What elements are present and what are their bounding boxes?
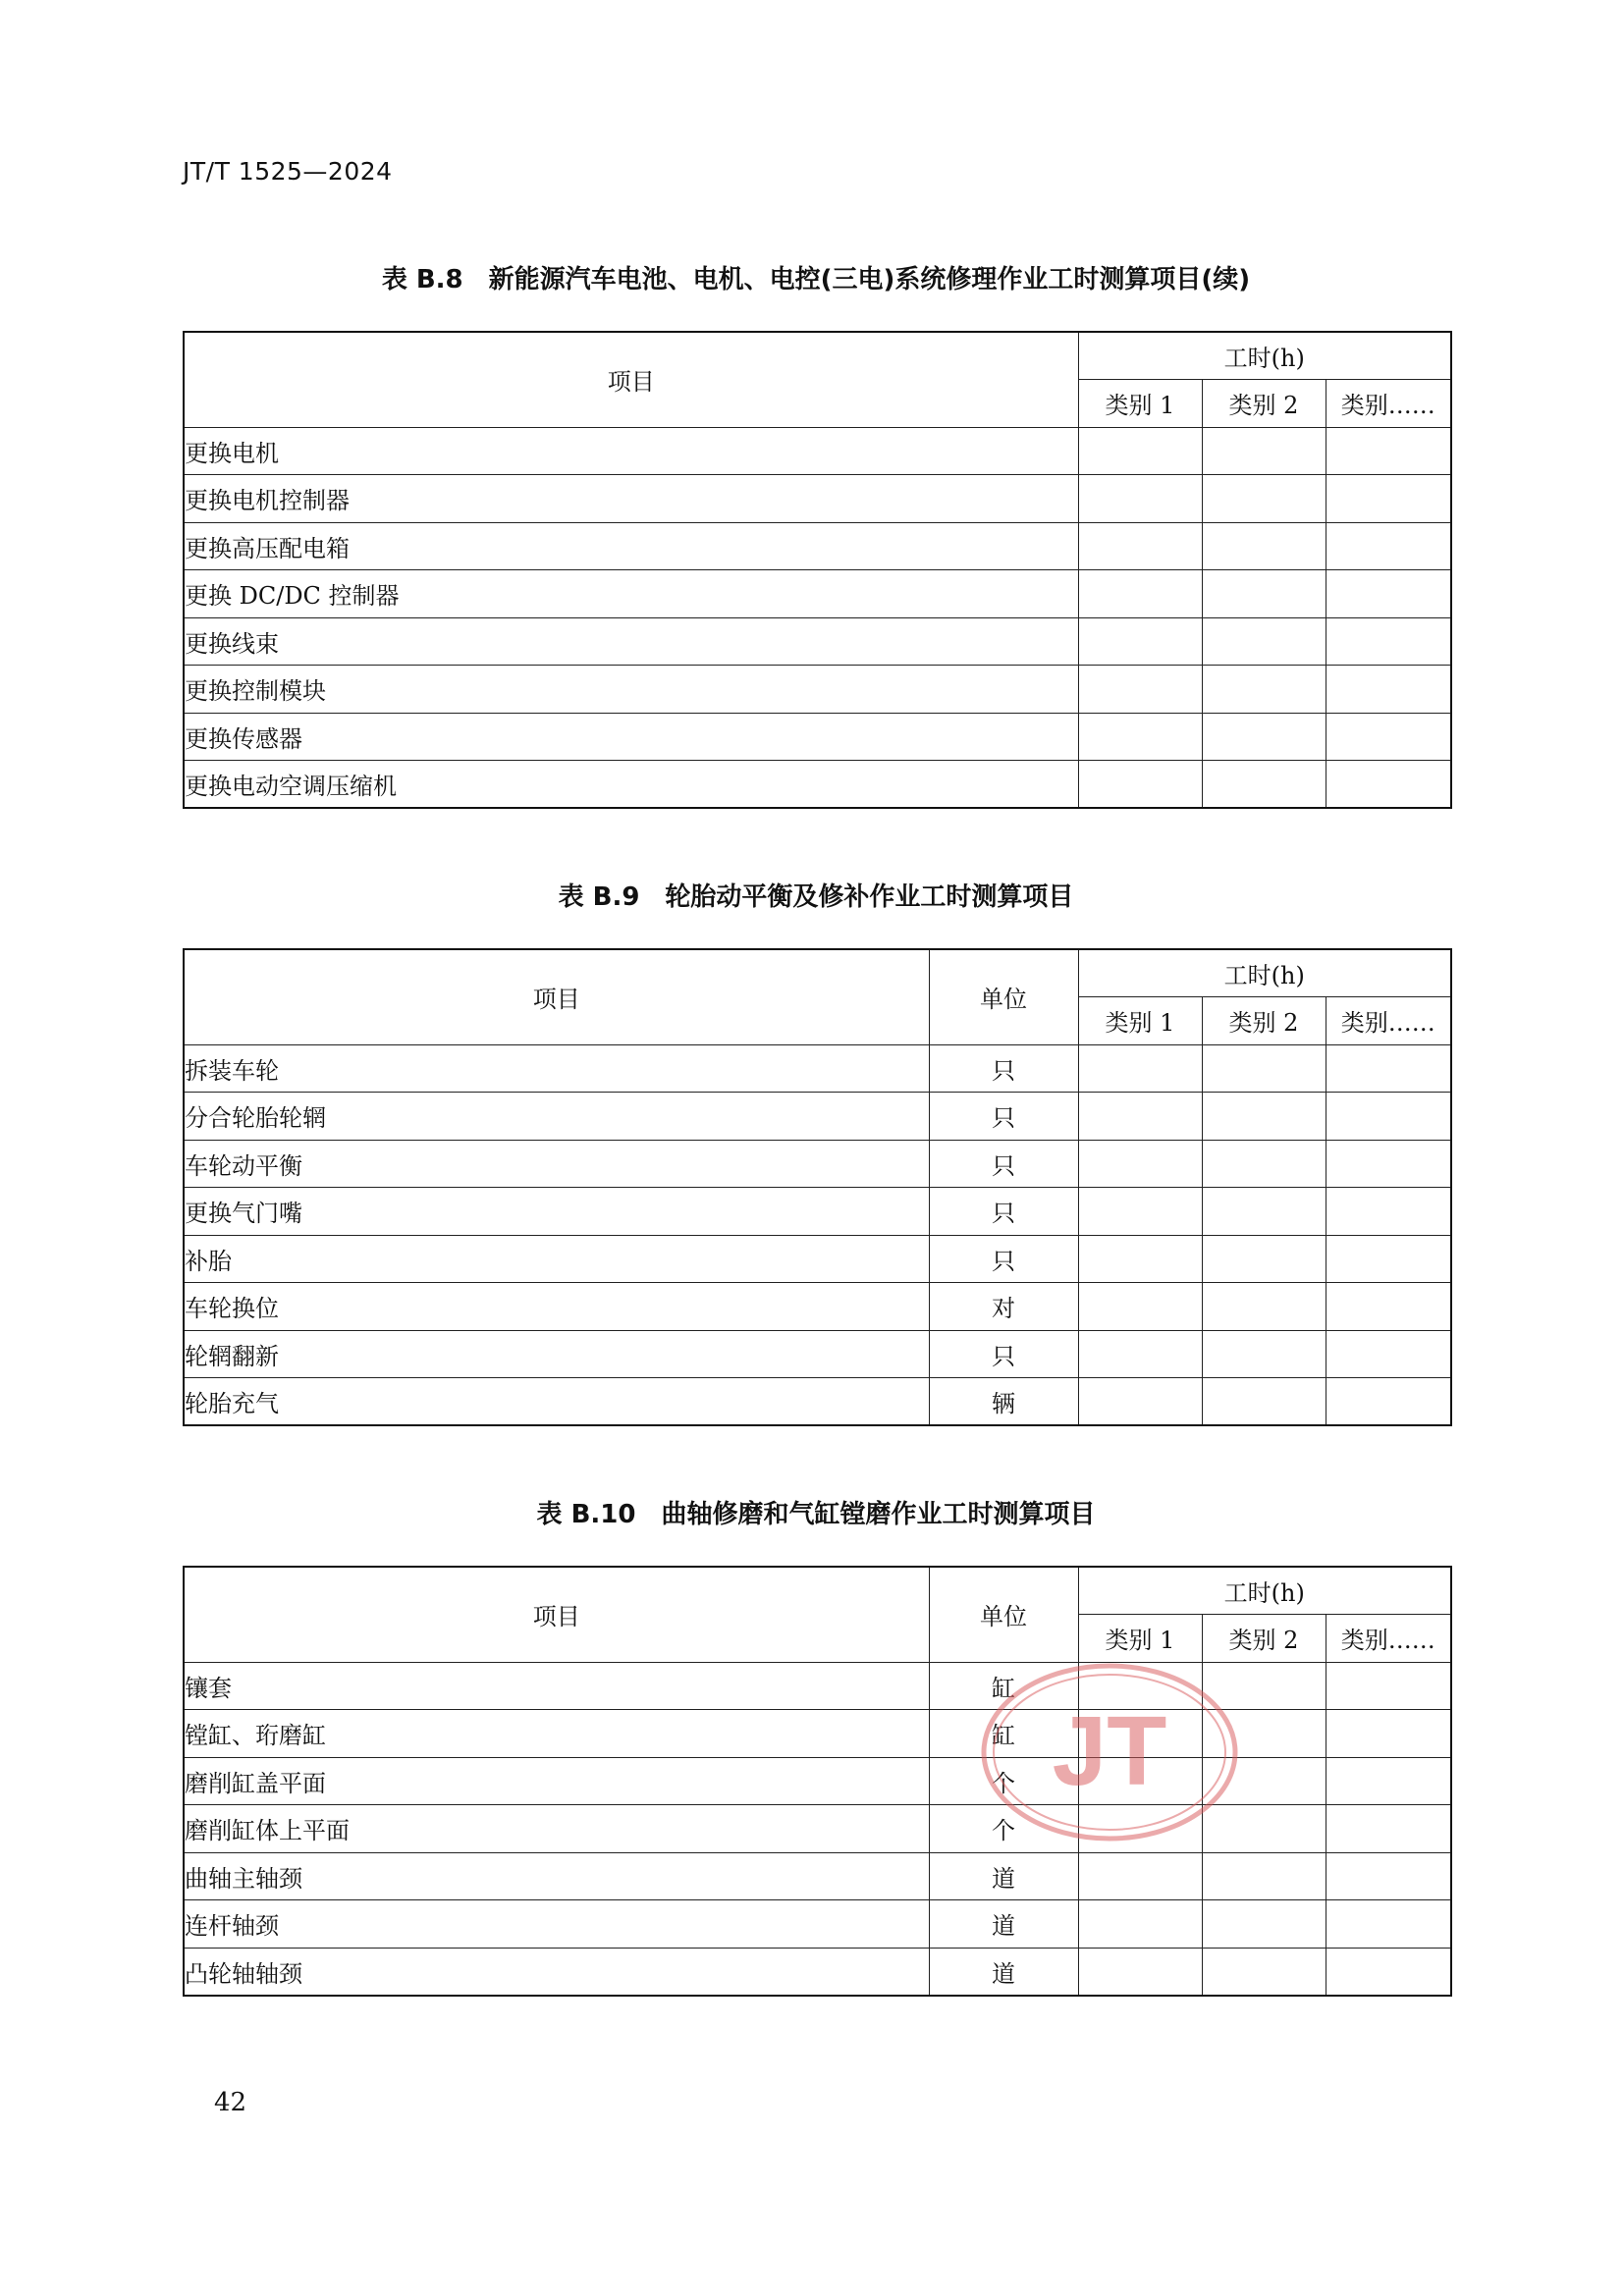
table-row bbox=[184, 1948, 1451, 1996]
col-item-header: 项目 bbox=[184, 949, 929, 1044]
col-category-more: 类别…… bbox=[1326, 1615, 1451, 1663]
item-cell: 更换 DC/DC 控制器 bbox=[184, 570, 1078, 618]
unit-cell: 个 bbox=[929, 1805, 1078, 1853]
item-cell: 更换电动空调压缩机 bbox=[184, 761, 1078, 809]
table-b8-caption: 表 B.8 新能源汽车电池、电机、电控(三电)系统修理作业工时测算项目(续) bbox=[381, 265, 1251, 294]
table-row bbox=[184, 1188, 1451, 1236]
unit-cell: 个 bbox=[929, 1757, 1078, 1805]
item-cell: 曲轴主轴颈 bbox=[184, 1852, 929, 1900]
col-category-2: 类别 2 bbox=[1202, 1615, 1326, 1663]
unit-cell: 只 bbox=[929, 1044, 1078, 1093]
item-cell: 更换电机控制器 bbox=[184, 475, 1078, 523]
document-code-header: JT/T 1525—2024 bbox=[183, 157, 393, 186]
stamp-text: JT bbox=[1052, 1696, 1167, 1806]
col-category-1: 类别 1 bbox=[1078, 380, 1202, 428]
item-cell: 镗缸、珩磨缸 bbox=[184, 1710, 929, 1758]
col-category-more: 类别…… bbox=[1326, 380, 1451, 428]
item-cell: 轮胎充气 bbox=[184, 1378, 929, 1426]
table-row bbox=[184, 666, 1451, 714]
table-row bbox=[184, 1757, 1451, 1805]
item-cell: 车轮换位 bbox=[184, 1283, 929, 1331]
unit-cell: 只 bbox=[929, 1188, 1078, 1236]
table-b9-caption: 表 B.9 轮胎动平衡及修补作业工时测算项目 bbox=[558, 882, 1074, 912]
item-cell: 磨削缸体上平面 bbox=[184, 1805, 929, 1853]
table-row bbox=[184, 1900, 1451, 1949]
table-b10 bbox=[183, 1566, 1452, 1997]
table-row bbox=[184, 1140, 1451, 1188]
unit-cell: 缸 bbox=[929, 1710, 1078, 1758]
col-unit-header: 单位 bbox=[929, 1567, 1078, 1662]
col-item-header: 项目 bbox=[184, 332, 1078, 427]
unit-cell: 只 bbox=[929, 1235, 1078, 1283]
table-row bbox=[184, 617, 1451, 666]
unit-cell: 只 bbox=[929, 1330, 1078, 1378]
unit-cell: 辆 bbox=[929, 1378, 1078, 1426]
col-category-2: 类别 2 bbox=[1202, 380, 1326, 428]
item-cell: 轮辋翻新 bbox=[184, 1330, 929, 1378]
unit-cell: 只 bbox=[929, 1093, 1078, 1141]
col-category-more: 类别…… bbox=[1326, 997, 1451, 1045]
item-cell: 补胎 bbox=[184, 1235, 929, 1283]
table-b9 bbox=[183, 948, 1452, 1426]
item-cell: 拆装车轮 bbox=[184, 1044, 929, 1093]
table-b10-caption: 表 B.10 曲轴修磨和气缸镗磨作业工时测算项目 bbox=[536, 1500, 1096, 1529]
table-row bbox=[184, 1805, 1451, 1853]
table-row bbox=[184, 427, 1451, 475]
item-cell: 连杆轴颈 bbox=[184, 1900, 929, 1949]
col-category-1: 类别 1 bbox=[1078, 1615, 1202, 1663]
table-row bbox=[184, 713, 1451, 761]
item-cell: 凸轮轴轴颈 bbox=[184, 1948, 929, 1996]
col-hours-header: 工时(h) bbox=[1078, 949, 1451, 997]
col-unit-header: 单位 bbox=[929, 949, 1078, 1044]
item-cell: 分合轮胎轮辋 bbox=[184, 1093, 929, 1141]
item-cell: 更换传感器 bbox=[184, 713, 1078, 761]
col-hours-header: 工时(h) bbox=[1078, 332, 1451, 380]
table-b8 bbox=[183, 331, 1452, 809]
item-cell: 更换控制模块 bbox=[184, 666, 1078, 714]
unit-cell: 道 bbox=[929, 1900, 1078, 1949]
table-row bbox=[184, 475, 1451, 523]
table-row bbox=[184, 1330, 1451, 1378]
table-row bbox=[184, 522, 1451, 570]
table-row bbox=[184, 1235, 1451, 1283]
col-hours-header: 工时(h) bbox=[1078, 1567, 1451, 1615]
unit-cell: 道 bbox=[929, 1852, 1078, 1900]
table-row bbox=[184, 1852, 1451, 1900]
item-cell: 磨削缸盖平面 bbox=[184, 1757, 929, 1805]
item-cell: 更换气门嘴 bbox=[184, 1188, 929, 1236]
item-cell: 镶套 bbox=[184, 1662, 929, 1710]
table-row bbox=[184, 1044, 1451, 1093]
item-cell: 更换线束 bbox=[184, 617, 1078, 666]
col-category-2: 类别 2 bbox=[1202, 997, 1326, 1045]
item-cell: 更换电机 bbox=[184, 427, 1078, 475]
page-number: 42 bbox=[214, 2088, 247, 2117]
col-item-header: 项目 bbox=[184, 1567, 929, 1662]
unit-cell: 道 bbox=[929, 1948, 1078, 1996]
item-cell: 更换高压配电箱 bbox=[184, 522, 1078, 570]
item-cell: 车轮动平衡 bbox=[184, 1140, 929, 1188]
unit-cell: 缸 bbox=[929, 1662, 1078, 1710]
col-category-1: 类别 1 bbox=[1078, 997, 1202, 1045]
table-row bbox=[184, 570, 1451, 618]
table-row bbox=[184, 1283, 1451, 1331]
table-row bbox=[184, 1710, 1451, 1758]
unit-cell: 只 bbox=[929, 1140, 1078, 1188]
table-row bbox=[184, 761, 1451, 809]
table-row bbox=[184, 1093, 1451, 1141]
unit-cell: 对 bbox=[929, 1283, 1078, 1331]
table-row bbox=[184, 1662, 1451, 1710]
table-row bbox=[184, 1378, 1451, 1426]
